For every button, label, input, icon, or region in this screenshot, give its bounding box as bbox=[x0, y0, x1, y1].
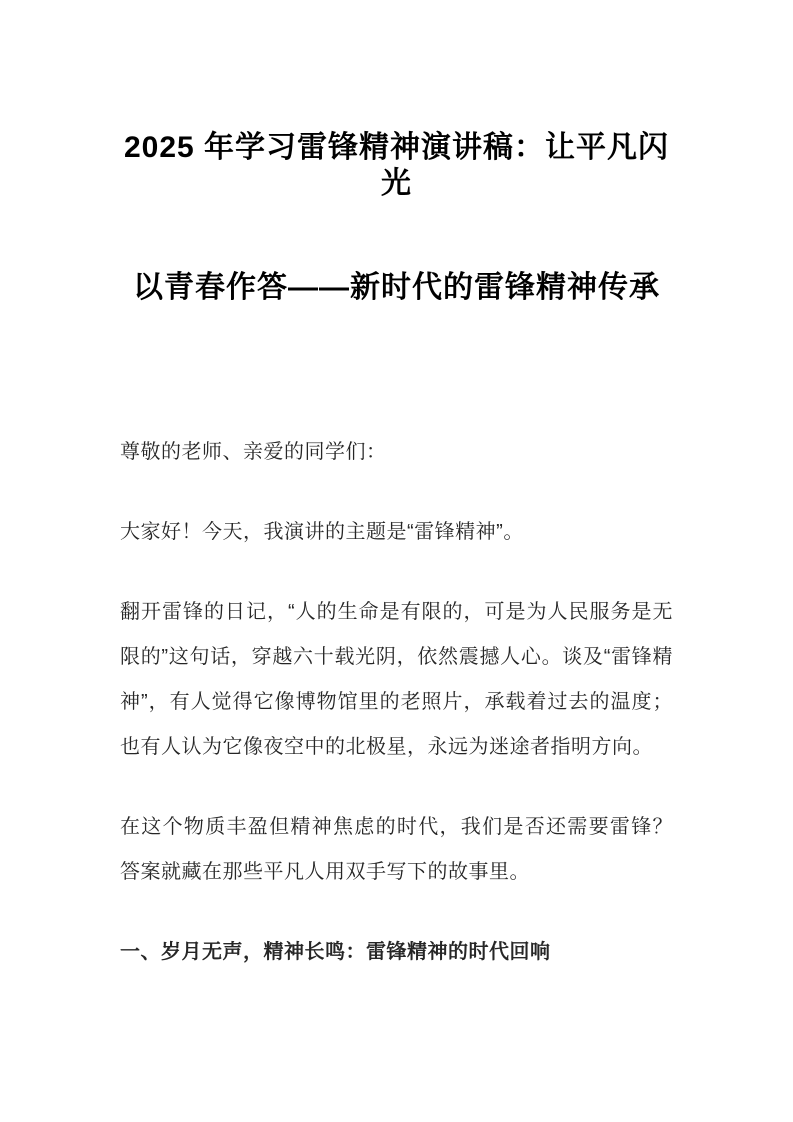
document-title-line1: 2025 年学习雷锋精神演讲稿：让平凡闪光 bbox=[123, 131, 670, 200]
document-title-line2: 以青春作答——新时代的雷锋精神传承 bbox=[133, 271, 660, 304]
paragraph-salutation: 尊敬的老师、亲爱的同学们： bbox=[120, 441, 387, 463]
paragraph-greeting: 大家好！今天，我演讲的主题是“雷锋精神”。 bbox=[120, 521, 524, 543]
section-heading-1: 一、岁月无声，精神长鸣：雷锋精神的时代回响 bbox=[120, 941, 551, 963]
paragraph-body-1: 翻开雷锋的日记，“人的生命是有限的，可是为人民服务是无限的”这句话，穿越六十载光阴，依然震撼人心。谈及“雷锋精神”，有人觉得它像博物馆里的老照片，承载着过去的温度；也有人认为它像夜空中的北极星，永远为迷途者指明方向。 bbox=[120, 601, 673, 758]
paragraph-body-2: 在这个物质丰盈但精神焦虑的时代，我们是否还需要雷锋？答案就藏在那些平凡人用双手写下的故事里。 bbox=[120, 816, 673, 883]
